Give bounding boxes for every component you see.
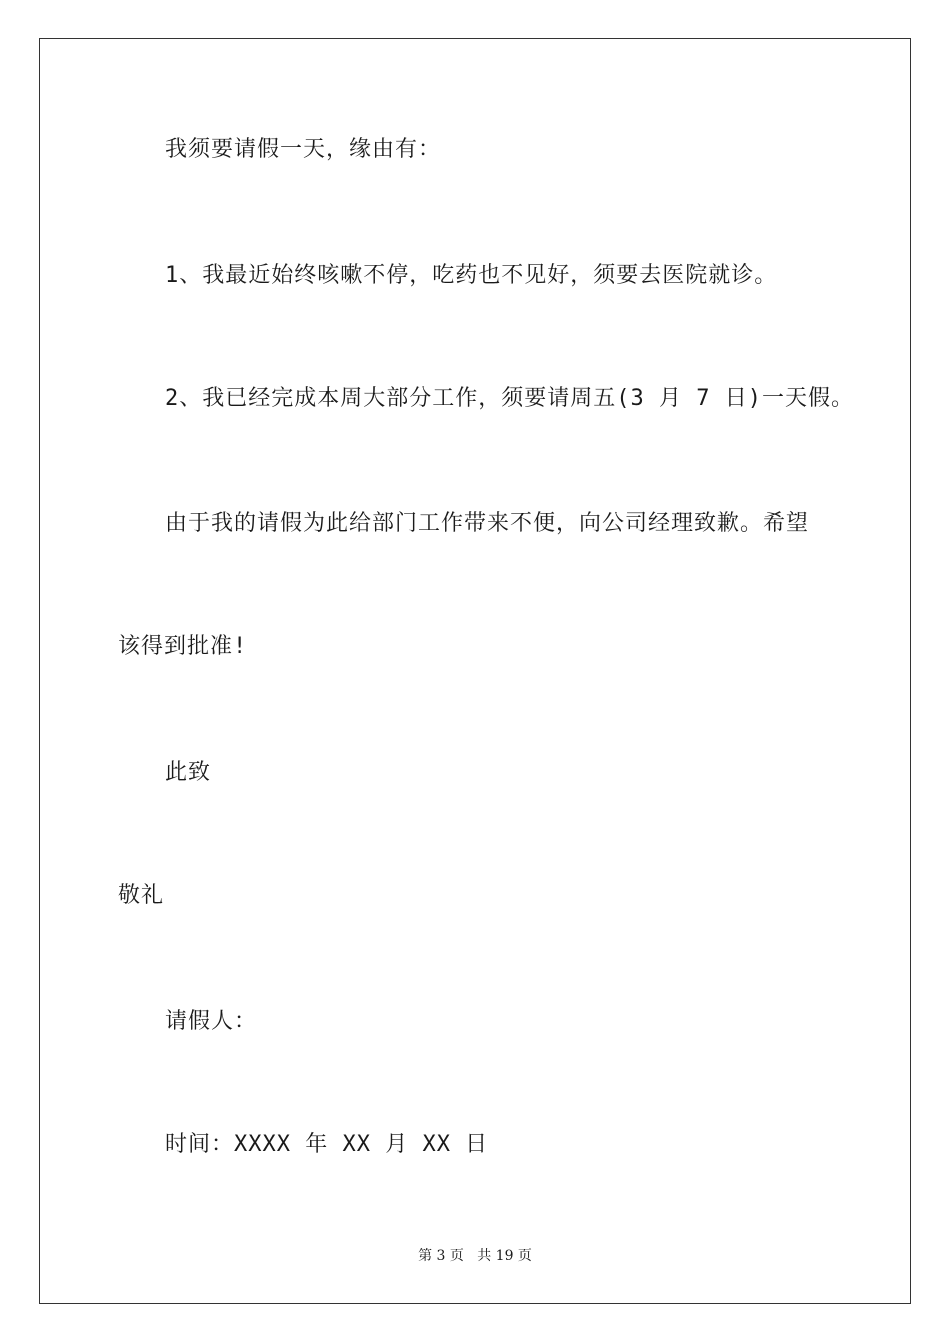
apology-line-2: 该得到批准! (118, 634, 248, 659)
apology-line-1: 由于我的请假为此给部门工作带来不便，向公司经理致歉。希望 (165, 511, 810, 536)
page-number: 第 3 页 共 19 页 (418, 1248, 532, 1264)
applicant-label: 请假人： (165, 1009, 258, 1034)
reason-intro: 我须要请假一天，缘由有： (165, 137, 442, 162)
closing-salutation: 此致 (165, 760, 212, 785)
closing-respect: 敬礼 (118, 883, 165, 908)
reason-item-1: 1、我最近始终咳嗽不停，吃药也不见好，须要去医院就诊。 (165, 263, 778, 288)
date-line: 时间：XXXX 年 XX 月 XX 日 (165, 1132, 489, 1157)
reason-item-2: 2、我已经完成本周大部分工作，须要请周五(3 月 7 日)一天假。 (165, 386, 854, 411)
page-frame (39, 38, 911, 1304)
